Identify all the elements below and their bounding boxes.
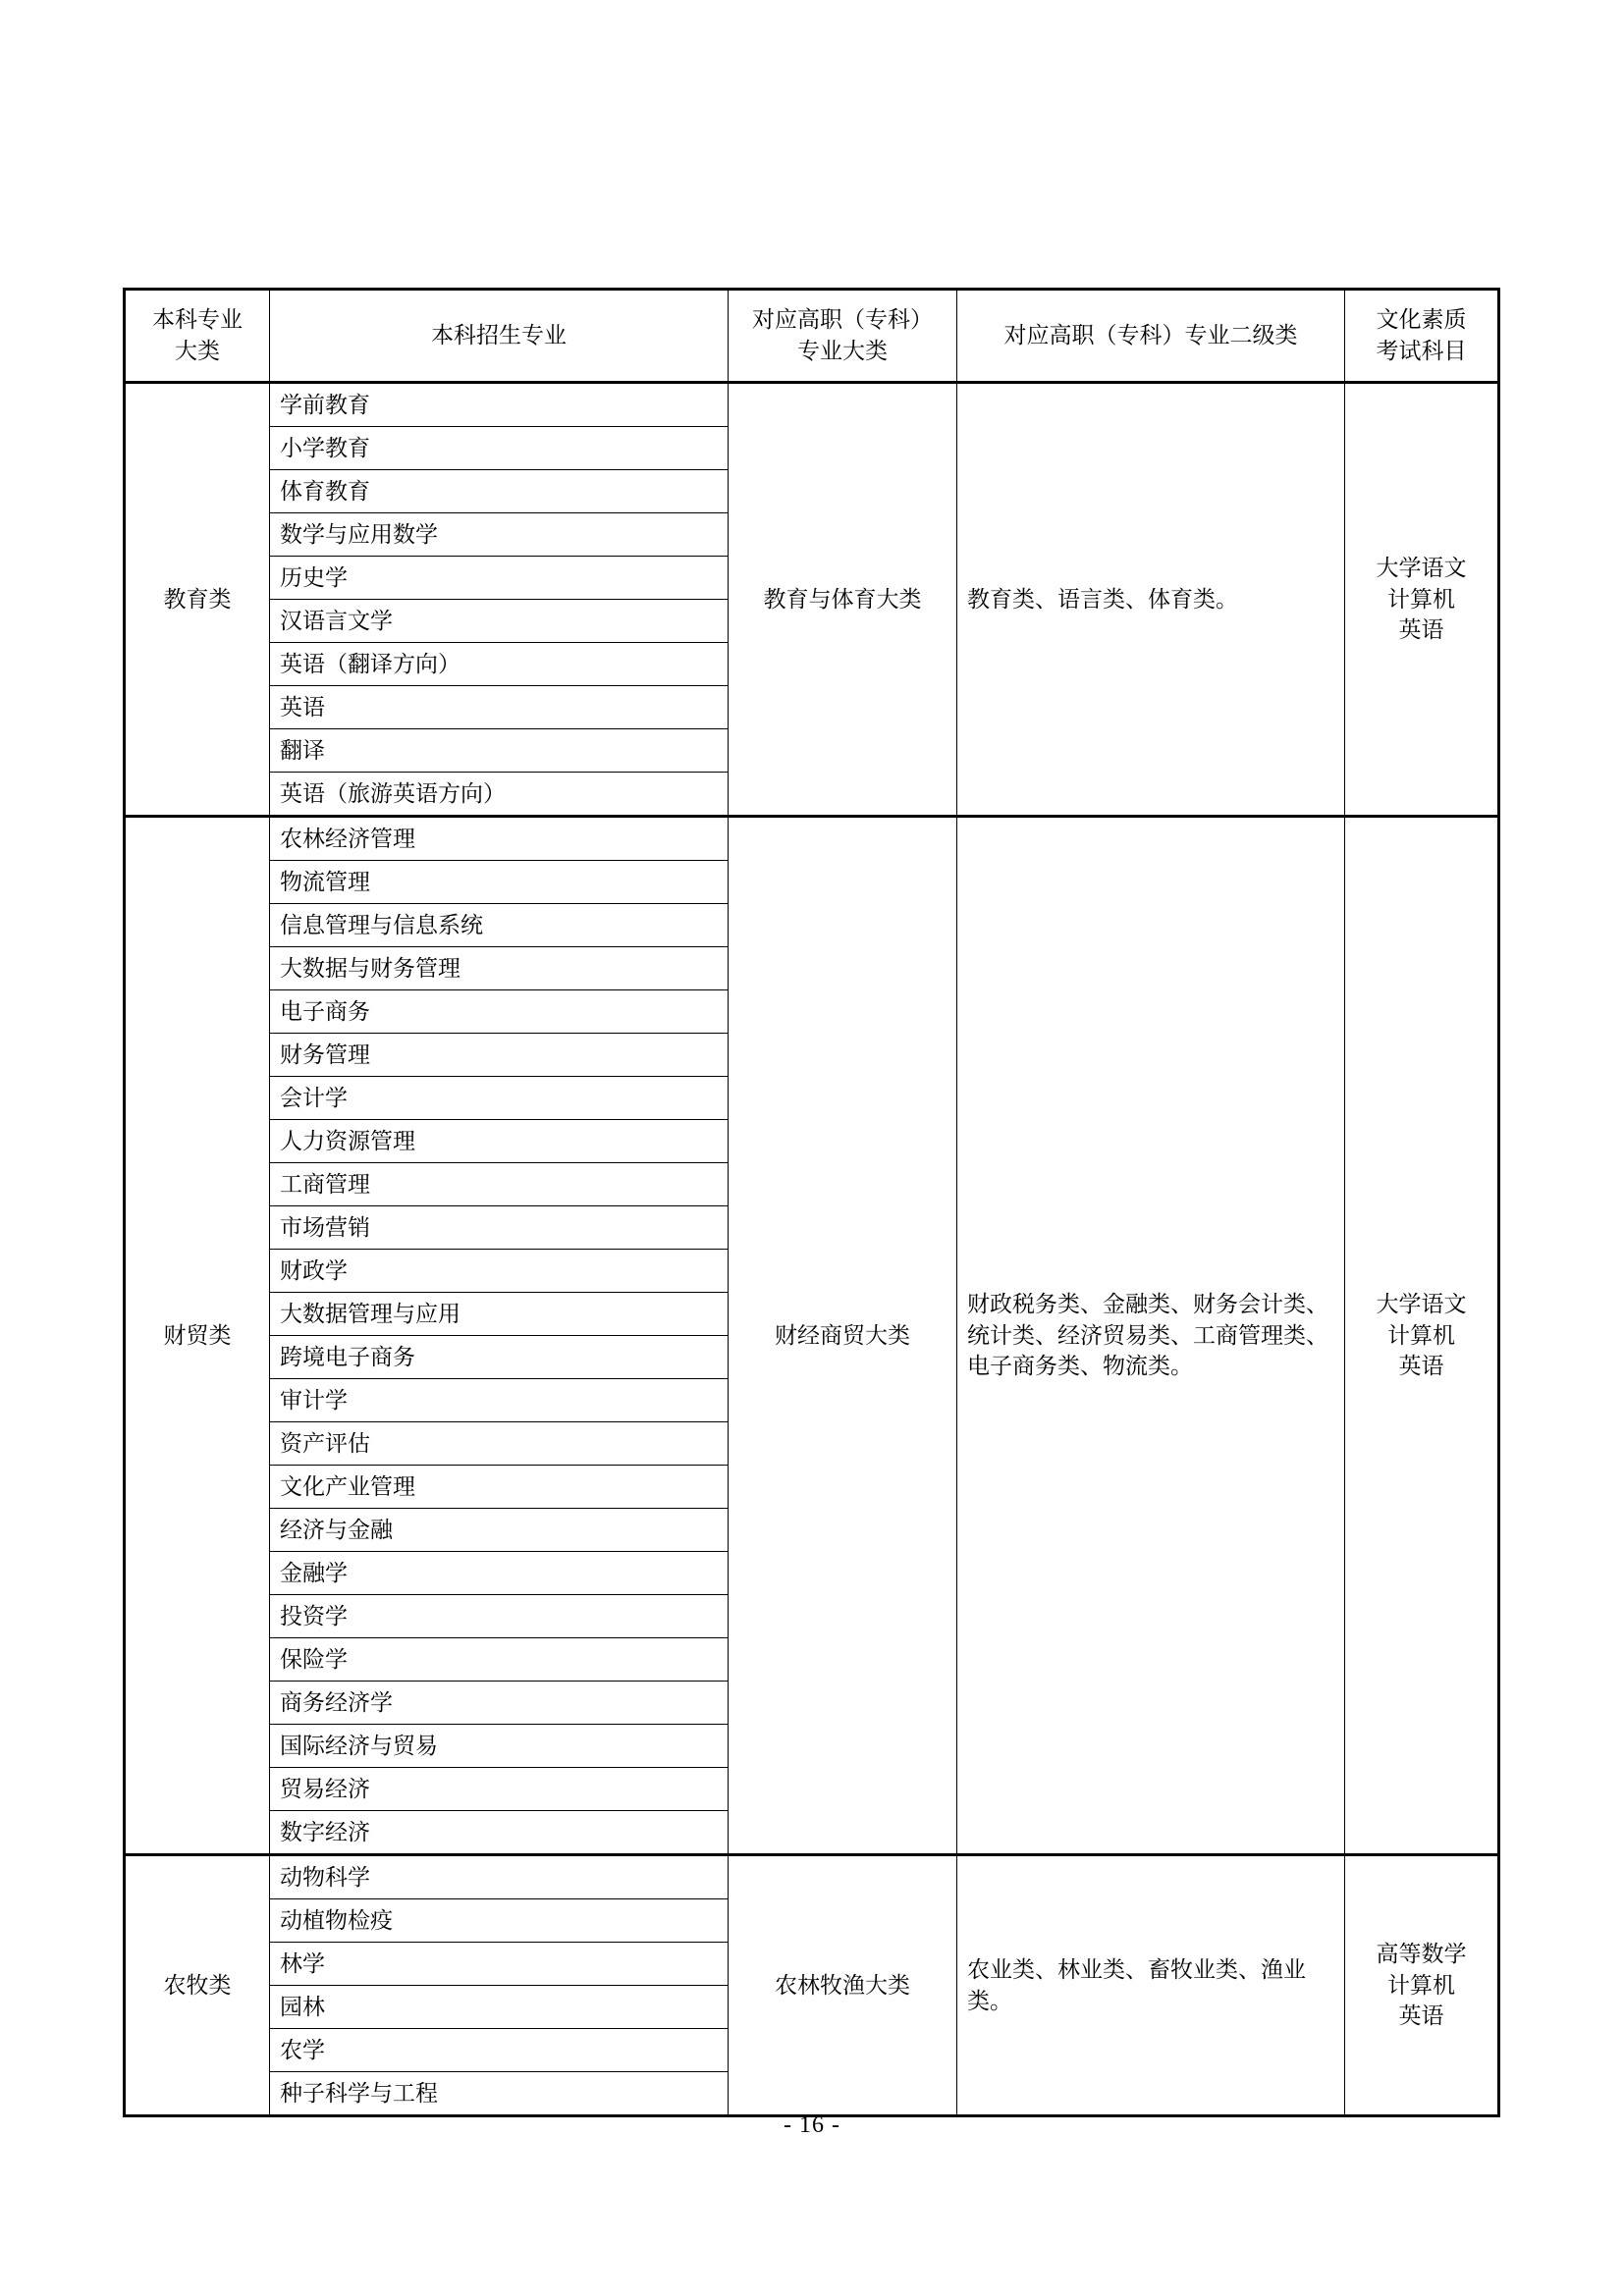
undergrad-major-cell: 财政学 — [270, 1250, 729, 1293]
column-header-undergrad-major — [270, 290, 729, 383]
undergrad-major-cell: 农林经济管理 — [270, 817, 729, 861]
undergrad-major-cell: 英语（旅游英语方向） — [270, 773, 729, 817]
undergrad-major-cell: 商务经济学 — [270, 1682, 729, 1725]
undergrad-major-cell: 市场营销 — [270, 1206, 729, 1250]
exam-subject-line: 计算机 — [1387, 586, 1455, 612]
undergrad-major-cell: 电子商务 — [270, 990, 729, 1034]
major-mapping-table-container — [123, 288, 1497, 2117]
undergrad-major-cell: 审计学 — [270, 1379, 729, 1422]
major-mapping-table — [123, 288, 1500, 2117]
vocational-big-category-cell: 教育与体育大类 — [729, 383, 957, 817]
column-header-exam-subjects — [1345, 290, 1499, 383]
undergrad-major-cell: 工商管理 — [270, 1163, 729, 1206]
exam-subject-line: 大学语文 — [1376, 555, 1467, 580]
vocational-big-category-cell: 农林牧渔大类 — [729, 1855, 957, 2116]
exam-subject-line: 英语 — [1398, 2003, 1444, 2029]
undergrad-category-cell: 农牧类 — [125, 1855, 270, 2116]
column-header-vocational-subcategory — [957, 290, 1345, 383]
vocational-subcategory-cell: 财政税务类、金融类、财务会计类、统计类、经济贸易类、工商管理类、电子商务类、物流类。 — [957, 817, 1345, 1855]
undergrad-major-cell: 数学与应用数学 — [270, 513, 729, 557]
undergrad-major-cell: 财务管理 — [270, 1034, 729, 1077]
exam-subjects-cell — [1345, 1855, 1499, 2116]
undergrad-major-cell: 经济与金融 — [270, 1509, 729, 1552]
undergrad-major-cell: 园林 — [270, 1986, 729, 2029]
column-header-line: 本科专业 — [152, 307, 243, 333]
undergrad-major-cell: 资产评估 — [270, 1422, 729, 1466]
column-header-line: 考试科目 — [1376, 339, 1467, 363]
undergrad-major-cell: 贸易经济 — [270, 1768, 729, 1811]
vocational-subcategory-cell: 农业类、林业类、畜牧业类、渔业类。 — [957, 1855, 1345, 2116]
undergrad-major-cell: 人力资源管理 — [270, 1120, 729, 1163]
undergrad-major-cell: 种子科学与工程 — [270, 2072, 729, 2116]
undergrad-major-cell: 汉语言文学 — [270, 600, 729, 643]
table-header — [125, 290, 1499, 383]
exam-subject-line: 高等数学 — [1376, 1941, 1467, 1966]
undergrad-major-cell: 保险学 — [270, 1638, 729, 1682]
undergrad-major-cell: 数字经济 — [270, 1811, 729, 1855]
column-header-line: 本科招生专业 — [431, 323, 567, 348]
table-row — [125, 817, 1499, 861]
exam-subject-line: 英语 — [1398, 617, 1444, 643]
column-header-vocational-big-category — [729, 290, 957, 383]
table-row — [125, 383, 1499, 427]
undergrad-category-cell: 教育类 — [125, 383, 270, 817]
undergrad-category-cell: 财贸类 — [125, 817, 270, 1855]
undergrad-major-cell: 国际经济与贸易 — [270, 1725, 729, 1768]
undergrad-major-cell: 农学 — [270, 2029, 729, 2072]
undergrad-major-cell: 跨境电子商务 — [270, 1336, 729, 1379]
column-header-line: 文化素质 — [1376, 307, 1467, 333]
column-header-line: 专业大类 — [797, 339, 888, 363]
exam-subjects-cell — [1345, 817, 1499, 1855]
undergrad-major-cell: 大数据与财务管理 — [270, 947, 729, 990]
table-row — [125, 1855, 1499, 1899]
vocational-subcategory-cell: 教育类、语言类、体育类。 — [957, 383, 1345, 817]
undergrad-major-cell: 动植物检疫 — [270, 1899, 729, 1943]
undergrad-major-cell: 历史学 — [270, 557, 729, 600]
column-header-undergrad-category — [125, 290, 270, 383]
column-header-line: 对应高职（专科） — [752, 307, 933, 333]
exam-subject-line: 英语 — [1398, 1354, 1444, 1379]
undergrad-major-cell: 林学 — [270, 1943, 729, 1986]
exam-subjects-cell — [1345, 383, 1499, 817]
table-header-row — [125, 290, 1499, 383]
undergrad-major-cell: 投资学 — [270, 1595, 729, 1638]
column-header-line: 大类 — [175, 339, 220, 363]
undergrad-major-cell: 信息管理与信息系统 — [270, 904, 729, 947]
undergrad-major-cell: 学前教育 — [270, 383, 729, 427]
undergrad-major-cell: 金融学 — [270, 1552, 729, 1595]
undergrad-major-cell: 翻译 — [270, 729, 729, 773]
undergrad-major-cell: 英语 — [270, 686, 729, 729]
column-header-line: 对应高职（专科）专业二级类 — [1003, 323, 1298, 348]
undergrad-major-cell: 大数据管理与应用 — [270, 1293, 729, 1336]
undergrad-major-cell: 小学教育 — [270, 427, 729, 470]
table-body — [125, 383, 1499, 2116]
exam-subject-line: 计算机 — [1387, 1972, 1455, 1998]
undergrad-major-cell: 体育教育 — [270, 470, 729, 513]
undergrad-major-cell: 动物科学 — [270, 1855, 729, 1899]
undergrad-major-cell: 文化产业管理 — [270, 1466, 729, 1509]
undergrad-major-cell: 物流管理 — [270, 861, 729, 904]
exam-subject-line: 大学语文 — [1376, 1291, 1467, 1316]
vocational-big-category-cell: 财经商贸大类 — [729, 817, 957, 1855]
undergrad-major-cell: 英语（翻译方向） — [270, 643, 729, 686]
undergrad-major-cell: 会计学 — [270, 1077, 729, 1120]
page-number-footer: - 16 - — [784, 2112, 840, 2138]
exam-subject-line: 计算机 — [1387, 1322, 1455, 1348]
